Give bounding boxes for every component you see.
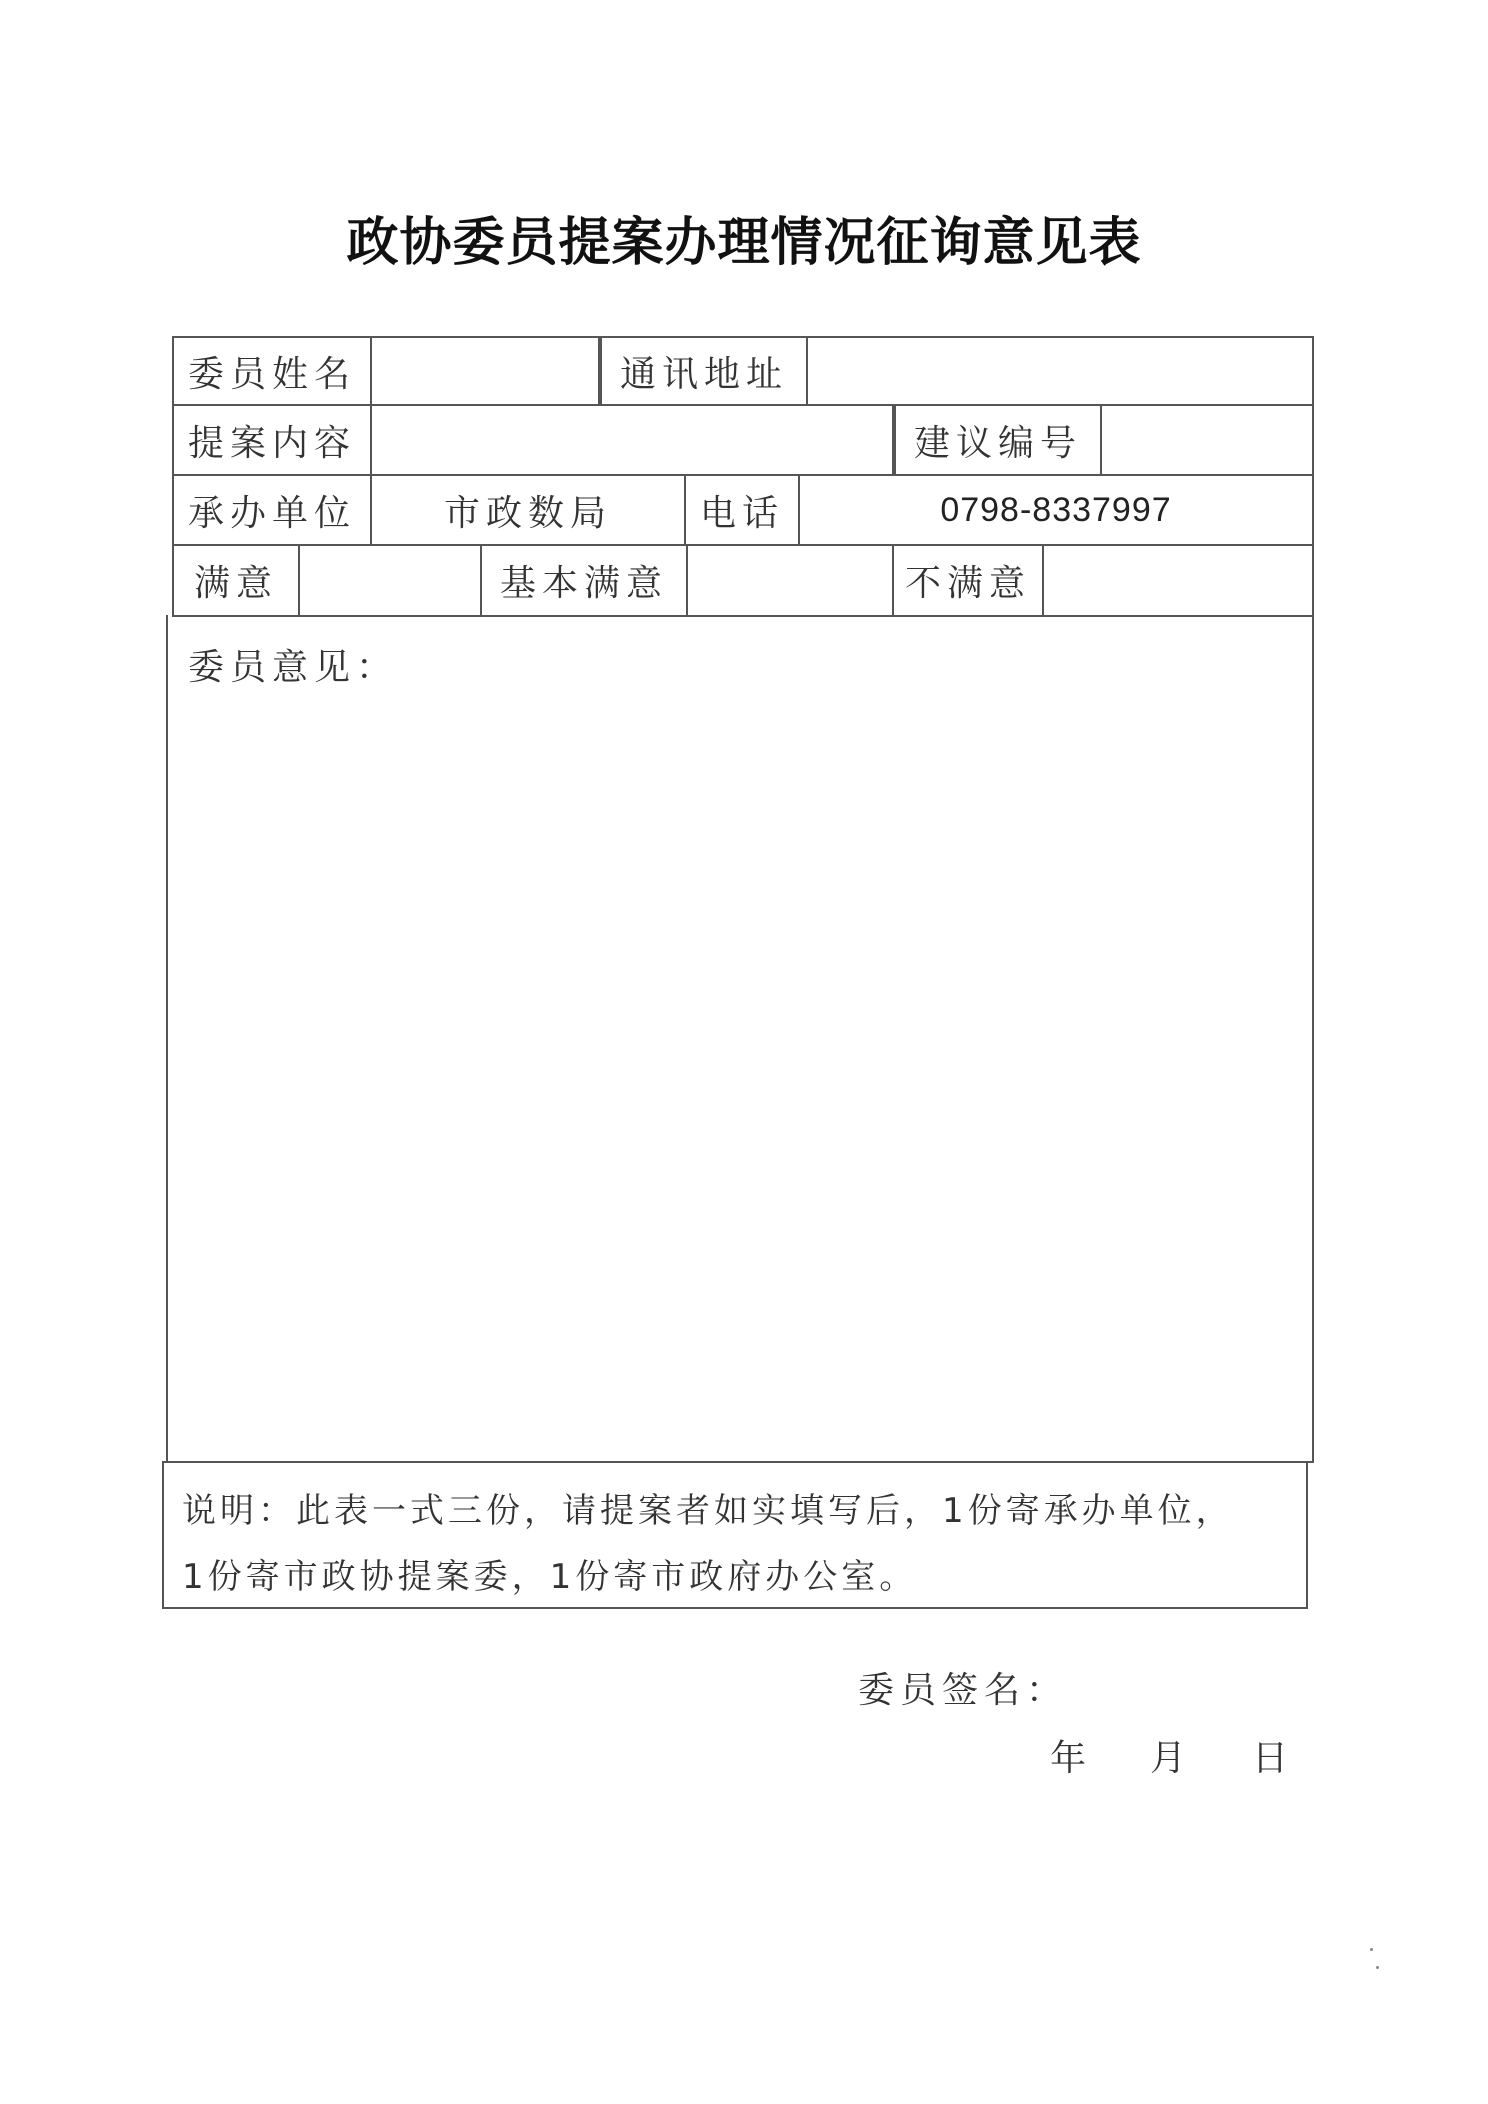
basic-satisfied-checkbox[interactable] [688,546,894,615]
instructions-line-1: 说明：此表一式三份，请提案者如实填写后，1份寄承办单位， [182,1491,1234,1531]
unsatisfied-checkbox[interactable] [1044,546,1312,615]
proposal-content-field[interactable] [372,406,894,474]
proposal-number-field[interactable] [1102,406,1312,474]
satisfied-checkbox[interactable] [300,546,482,615]
basic-satisfied-label-cell [482,546,688,615]
phone-value: 0798-8337997 [940,490,1172,529]
scan-speck [1370,1948,1373,1951]
phone-label: 电话 [699,492,784,534]
proposal-number-label-cell [894,406,1102,474]
row-proposal-content [172,404,1314,476]
member-opinion-area[interactable] [166,615,1314,1463]
date-month-label: 月 [1150,1738,1187,1779]
address-field[interactable] [808,338,1312,404]
date-day-label: 日 [1252,1738,1289,1779]
handling-unit-label: 承办单位 [187,492,356,534]
proposal-content-label-cell [174,406,372,474]
instructions-line-2: 1份寄市政协提案委，1份寄市政府办公室。 [182,1557,918,1597]
row-satisfaction [172,544,1314,617]
row-member-name [172,336,1314,406]
address-label: 通讯地址 [619,353,788,395]
handling-unit-label-cell [174,476,372,544]
instructions-note [162,1461,1308,1609]
date-year-label: 年 [1050,1738,1087,1779]
satisfied-label-cell [174,546,300,615]
satisfied-label: 满意 [193,563,278,604]
basic-satisfied-label: 基本满意 [499,563,668,604]
unsatisfied-label-cell [894,546,1044,615]
row-handling-unit [172,474,1314,546]
member-signature-label: 委员签名： [858,1670,1069,1711]
unsatisfied-label: 不满意 [904,563,1031,604]
member-name-field[interactable] [372,338,600,404]
proposal-number-label: 建议编号 [913,422,1082,464]
member-name-label-cell [174,338,372,404]
handling-unit-field[interactable] [372,476,686,544]
phone-label-cell [686,476,800,544]
scan-speck [1376,1966,1379,1969]
form-title: 政协委员提案办理情况征询意见表 [346,212,1142,273]
proposal-content-label: 提案内容 [187,422,356,464]
member-name-label: 委员姓名 [187,353,356,395]
phone-field[interactable] [800,476,1312,544]
handling-unit-value: 市政数局 [443,492,612,534]
member-opinion-label: 委员意见： [188,647,399,688]
address-label-cell [600,338,808,404]
